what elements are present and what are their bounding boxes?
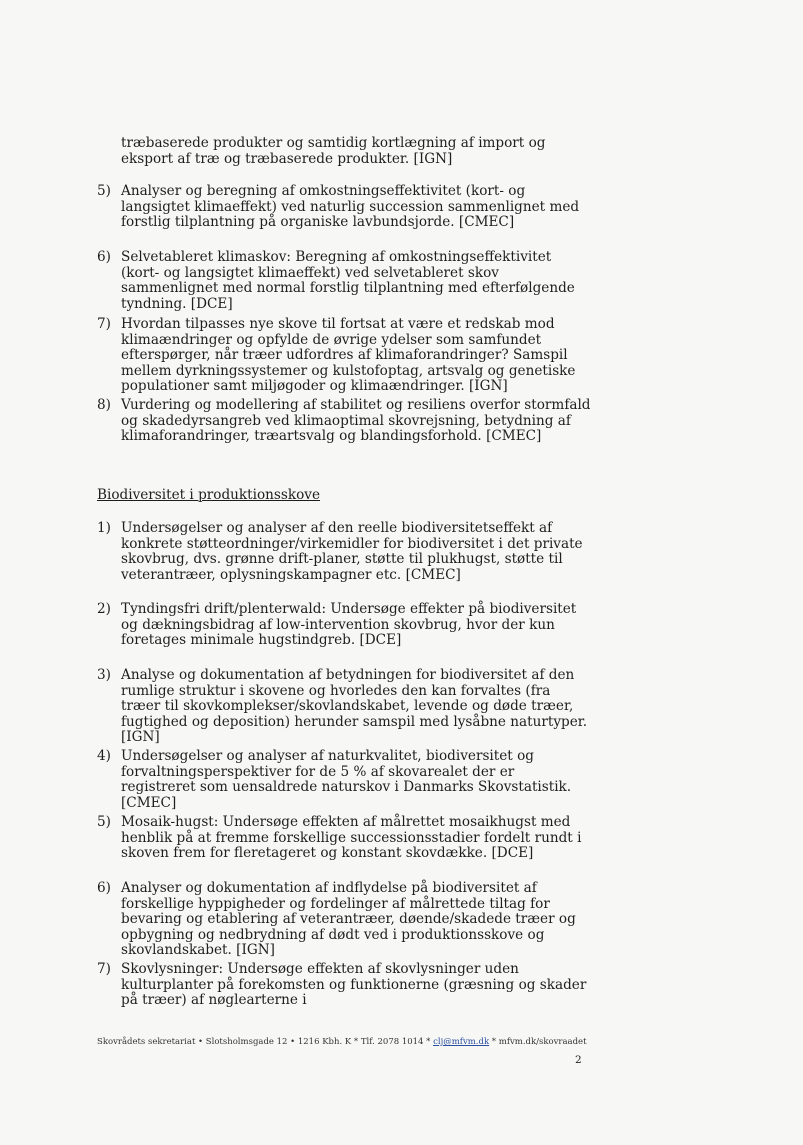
list-item-7 <box>97 317 591 395</box>
list-item-1 <box>97 521 591 583</box>
list-item-4 <box>97 749 591 811</box>
item-text: Mosaik-hugst: Undersøge effekten af målrettet mosaikhugst med henblik på at fremme forskellige successionsstadier fordelt rundt i skoven frem for fleretageret og konstant skovdække. [DCE] <box>121 814 582 862</box>
item-text: Vurdering og modellering af stabilitet og resiliens overfor stormfald og skadedyrsangreb ved klimaoptimal skovrejsning, betydning af klimaforandringer, træartsvalg og blandingsforhold. [CMEC] <box>121 397 591 445</box>
item-number: 7) <box>97 961 111 977</box>
footer-address: Skovrådets sekretariat • Slotsholmsgade 12 • 1216 Kbh. K * Tlf. 2078 1014 * <box>97 1037 434 1047</box>
list-item-2 <box>97 602 591 649</box>
item-number: 8) <box>97 397 111 413</box>
item-number: 1) <box>97 520 111 536</box>
item-number: 5) <box>97 814 111 830</box>
footer <box>97 1036 587 1048</box>
list-item-6 <box>97 250 591 312</box>
item-number: 3) <box>97 667 111 683</box>
item-number: 6) <box>97 249 111 265</box>
footer-website: * mfvm.dk/skovraadet <box>489 1037 587 1047</box>
list-item-7b <box>97 962 591 1009</box>
item-text: Selvetableret klimaskov: Beregning af omkostningseffektivitet (kort- og langsigtet klimaeffekt) ved selvetableret skov sammenlignet med normal forstlig tilplantning med efterfølgende tyndning. [DCE] <box>121 249 575 312</box>
item-number: 7) <box>97 316 111 332</box>
item-number: 4) <box>97 748 111 764</box>
item-text: Undersøgelser og analyser af den reelle biodiversitetseffekt af konkrete støtteordninger/virkemidler for biodiversitet i det private skovbrug, dvs. grønne drift-planer, støtte til plukhugst, støtte til veterantræer, oplysningskampagner etc. [CMEC] <box>121 520 583 583</box>
footer-email-link[interactable]: clj@mfvm.dk <box>433 1037 490 1047</box>
page-number: 2 <box>575 1054 582 1066</box>
list-item-5 <box>97 184 591 231</box>
item-text: Analyse og dokumentation af betydningen for biodiversitet af den rumlige struktur i skovene og hvorledes den kan forvaltes (fra træer til skovkomplekser/skovlandskabet, levende og døde træer, fugtighed og deposition) herunder samspil med lysåbne naturtyper. [IGN] <box>121 667 588 746</box>
item-text: Analyser og beregning af omkostningseffektivitet (kort- og langsigtet klimaeffekt) ved naturlig succession sammenlignet med forstlig tilplantning på organiske lavbundsjorde. [CMEC] <box>121 183 580 231</box>
item-text: Analyser og dokumentation af indflydelse på biodiversitet af forskellige hyppigheder og fordelinger af målrettede tiltag for bevaring og etablering af veterantræer, døende/skadede træer og opbygning og nedbrydning af dødt ved i produktionsskove og skovlandskabet. [IGN] <box>121 880 576 959</box>
item-text: Undersøgelser og analyser af naturkvalitet, biodiversitet og forvaltningsperspektiver for de 5 % af skovarealet der er registreret som uensaldrede naturskov i Danmarks Skovstatistik. [CMEC] <box>121 748 572 811</box>
list-item-8 <box>97 398 591 445</box>
item-text: Skovlysninger: Undersøge effekten af skovlysninger uden kulturplanter på forekomsten og funktionerne (græsning og skader på træer) af nøglearterne i <box>121 961 587 1009</box>
item-number: 5) <box>97 183 111 199</box>
list-item-3 <box>97 668 591 746</box>
item-text: Tyndingsfri drift/plenterwald: Undersøge effekter på biodiversitet og dækningsbidrag af low-intervention skovbrug, hvor der kun foretages minimale hugstindgreb. [DCE] <box>121 601 577 649</box>
item-text: Hvordan tilpasses nye skove til fortsat at være et redskab mod klimaændringer og opfylde de øvrige ydelser som samfundet efterspørger, når træer udfordres af klimaforandringer? Samspil mellem dyrkningssystemer og kulstofoptag, artsvalg og genetiske populationer samt miljøgoder og klimaændringer. [IGN] <box>121 316 576 395</box>
list-item-5b <box>97 815 591 862</box>
item-number: 2) <box>97 601 111 617</box>
list-item-6b <box>97 881 591 959</box>
section-heading: Biodiversitet i produktionsskove <box>97 487 321 503</box>
intro-paragraph: træbaserede produkter og samtidig kortlægning af import og eksport af træ og træbaserede produkter. [IGN] <box>121 135 546 167</box>
item-number: 6) <box>97 880 111 896</box>
